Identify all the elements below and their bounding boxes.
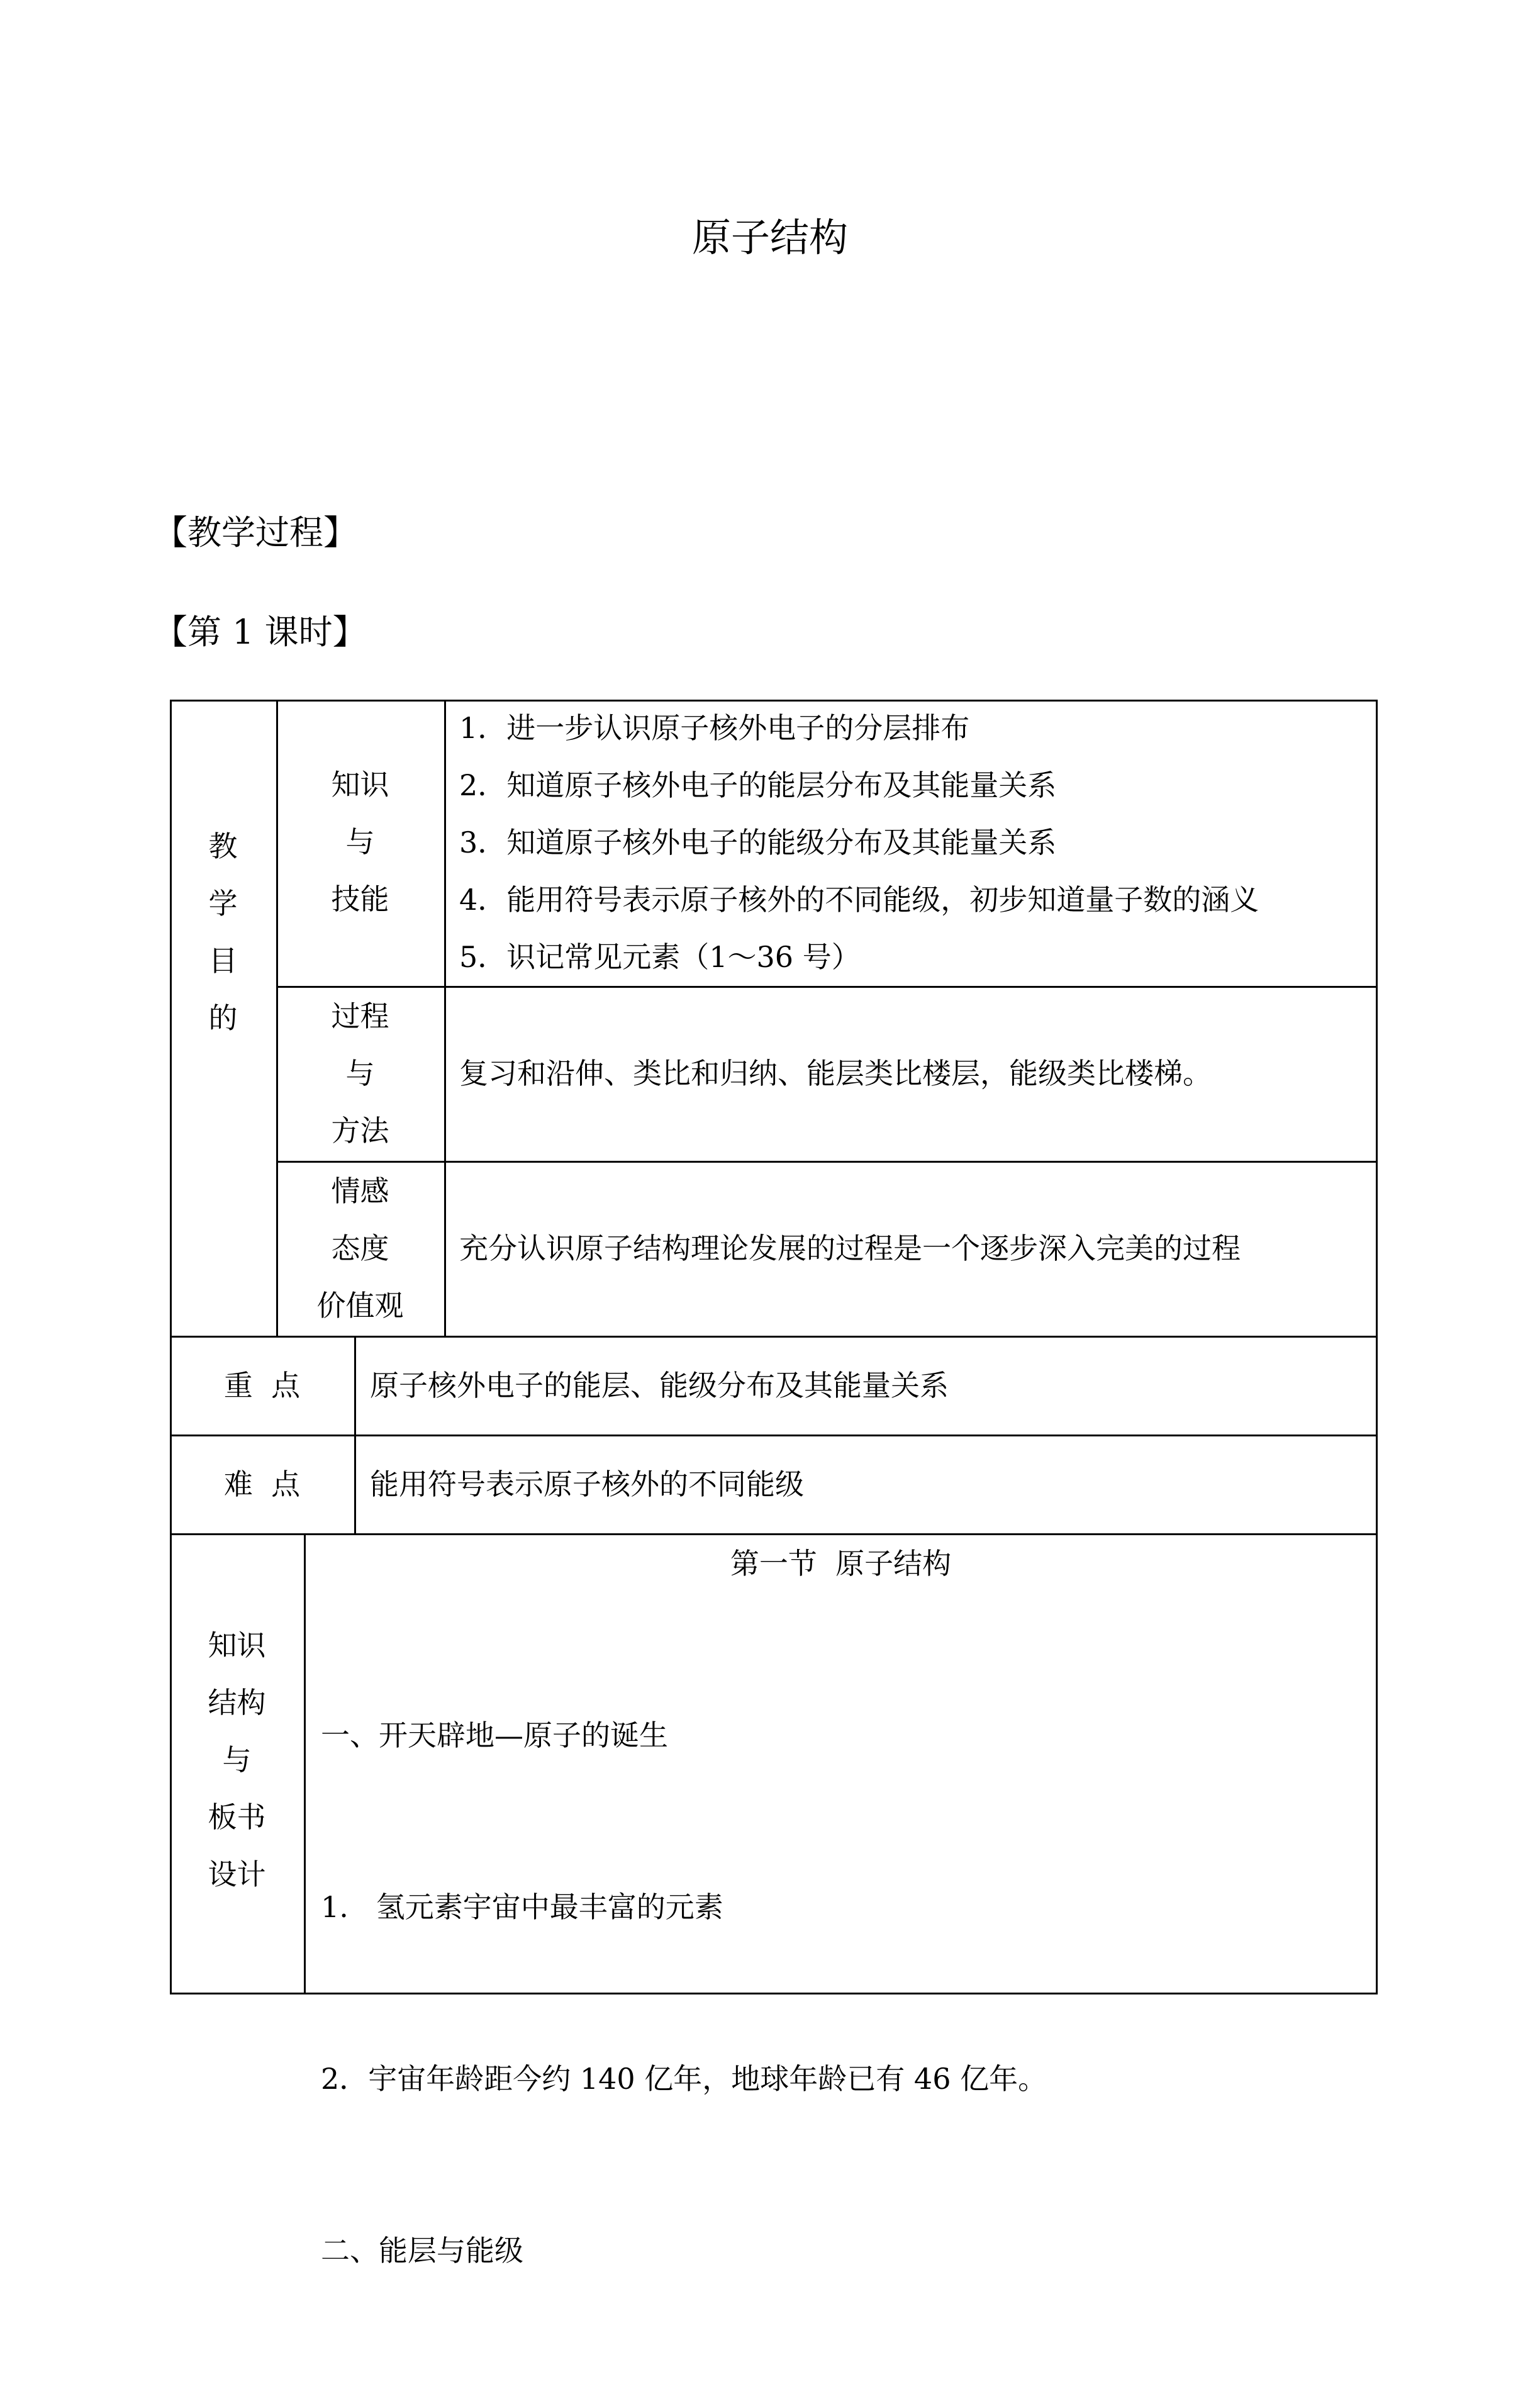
process-method-text: 复习和沿伸、类比和归纳、能层类比楼层，能级类比楼梯。 bbox=[459, 1056, 1212, 1090]
lesson-plan-table bbox=[170, 700, 1378, 2268]
board-heading: 第一节 原子结构 bbox=[730, 1547, 952, 1580]
emotion-values-label: 情感 态度 价值观 bbox=[316, 1174, 404, 1323]
list-item: 1. 氢元素宇宙中最丰富的元素 bbox=[321, 1890, 723, 1924]
difficulty-label: 难 点 bbox=[223, 1467, 301, 1501]
difficulty-text: 能用符号表示原子核外的不同能级 bbox=[370, 1467, 804, 1501]
objectives-label: 教 学 目 的 bbox=[208, 829, 238, 1035]
list-item: 一、开天辟地—原子的诞生 bbox=[321, 1718, 668, 1752]
list-item: 3．知道原子核外电子的能级分布及其能量关系 bbox=[459, 825, 1057, 859]
table-rule bbox=[170, 1435, 1378, 1436]
list-item: 2．知道原子核外电子的能层分布及其能量关系 bbox=[459, 768, 1057, 802]
section-heading: 【教学过程】 bbox=[153, 513, 357, 552]
key-point-label: 重 点 bbox=[223, 1368, 301, 1402]
board-content bbox=[321, 1592, 1047, 2394]
table-rule bbox=[354, 1336, 356, 1534]
page-title: 原子结构 bbox=[691, 215, 848, 260]
table-rule bbox=[1376, 700, 1378, 1994]
lesson-heading: 【第 1 课时】 bbox=[153, 612, 367, 652]
knowledge-skills-list bbox=[459, 700, 1259, 986]
list-item: 二、能层与能级 bbox=[321, 2234, 523, 2268]
list-item: 5．识记常见元素（1～36 号） bbox=[459, 940, 861, 974]
table-rule bbox=[170, 1336, 1378, 1338]
board-design-label: 知识 结构 与 板书 设计 bbox=[208, 1628, 266, 1891]
list-item: 4．能用符号表示原子核外的不同能级，初步知道量子数的涵义 bbox=[459, 883, 1259, 917]
knowledge-skills-label: 知识 与 技能 bbox=[331, 768, 389, 916]
list-item: 1．进一步认识原子核外电子的分层排布 bbox=[459, 711, 970, 745]
table-rule bbox=[444, 700, 446, 1336]
table-rule bbox=[304, 1533, 306, 1994]
key-point-text: 原子核外电子的能层、能级分布及其能量关系 bbox=[370, 1368, 949, 1402]
process-method-label: 过程 与 方法 bbox=[331, 999, 389, 1148]
list-item: 2．宇宙年龄距今约 140 亿年，地球年龄已有 46 亿年。 bbox=[321, 2062, 1047, 2096]
emotion-values-text: 充分认识原子结构理论发展的过程是一个逐步深入完美的过程 bbox=[459, 1231, 1241, 1265]
